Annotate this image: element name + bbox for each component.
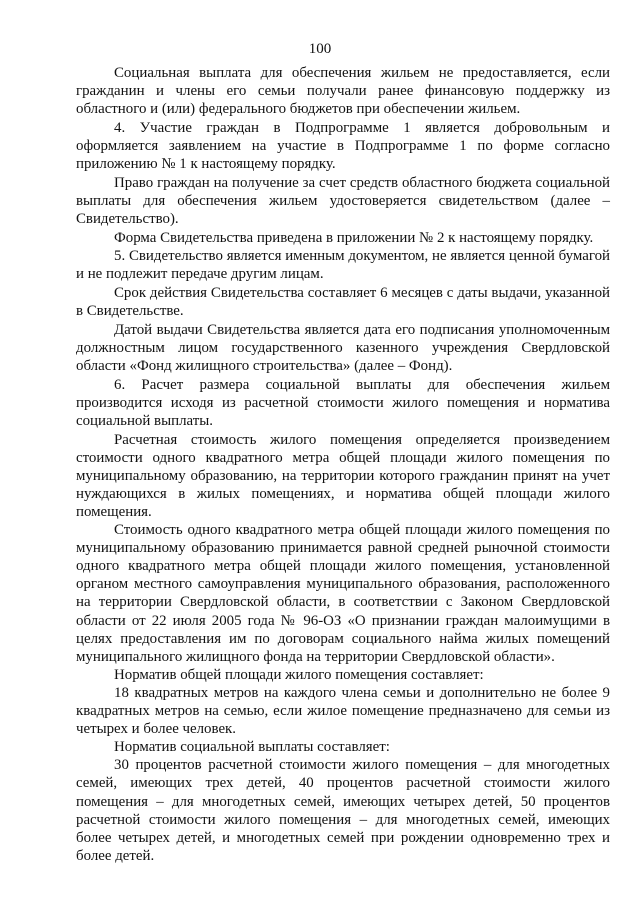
paragraph: Срок действия Свидетельства составляет 6 месяцев с даты выдачи, указанной в Свидетельстве. — [76, 285, 610, 320]
paragraph: 6. Расчет размера социальной выплаты для обеспечения жильем производится исходя из расчетной стоимости жилого помещения и норматива социальной выплаты. — [76, 376, 610, 429]
paragraph: Норматив общей площади жилого помещения составляет: — [114, 666, 484, 683]
paragraph: Форма Свидетельства приведена в приложении № 2 к настоящему порядку. — [114, 229, 594, 246]
paragraph: Датой выдачи Свидетельства является дата его подписания уполномоченным должностным лицом государственного казенного учреждения Свердловской области «Фонд жилищного строительства» (далее – Фонд). — [76, 321, 610, 375]
paragraph: Норматив социальной выплаты составляет: — [114, 739, 390, 756]
page-number: 100 — [308, 41, 332, 57]
paragraph: Право граждан на получение за счет средств областного бюджета социальной выплаты для обеспечения жильем удостоверяется свидетельством (далее – Свидетельство). — [76, 174, 610, 227]
paragraph: 30 процентов расчетной стоимости жилого помещения – для многодетных семей, имеющих трех детей, 40 процентов расчетной стоимости жилого помещения – для многодетных семей, имеющих четырех детей, 50 процентов расчетной стоимости жилого помещения – для многодетных семей, имеющих более четырех детей, и многодетных семей при рождении одновременно трех и более детей. — [76, 757, 610, 864]
paragraph: Стоимость одного квадратного метра общей площади жилого помещения по муниципальному образованию принимается равной средней рыночной стоимости одного квадратного метра общей площади жилого помещения, установленной органом местного самоуправления муниципального образования, расположенного на территории Свердловской области, в соответствии с Законом Свердловской области от 22 июля 2005 года № 96-ОЗ «О признании граждан малоимущими в целях предоставления им по договорам социального найма жилых помещений муниципального жилищного фонда на территории Свердловской области». — [76, 522, 610, 665]
paragraph: Социальная выплата для обеспечения жильем не предоставляется, если гражданин и члены его семьи получали ранее финансовую поддержку из областного и (или) федерального бюджетов при обеспечении жильем. — [76, 65, 610, 118]
paragraph: 18 квадратных метров на каждого члена семьи и дополнительно не более 9 квадратных метров на семью, если жилое помещение предназначено для семьи из четырех и более человек. — [76, 684, 610, 738]
paragraph: 5. Свидетельство является именным документом, не является ценной бумагой и не подлежит передаче другим лицам. — [76, 248, 610, 283]
document-body — [76, 64, 610, 865]
paragraph: 4. Участие граждан в Подпрограмме 1 является добровольным и оформляется заявлением на участие в Подпрограмме 1 по форме согласно приложению № 1 к настоящему порядку. — [76, 119, 610, 173]
paragraph: Расчетная стоимость жилого помещения определяется произведением стоимости одного квадратного метра общей площади жилого помещения по муниципальному образованию, на территории которого гражданин принят на учет нуждающихся в жилых помещениях, и норматива общей площади жилого помещения. — [76, 431, 610, 520]
